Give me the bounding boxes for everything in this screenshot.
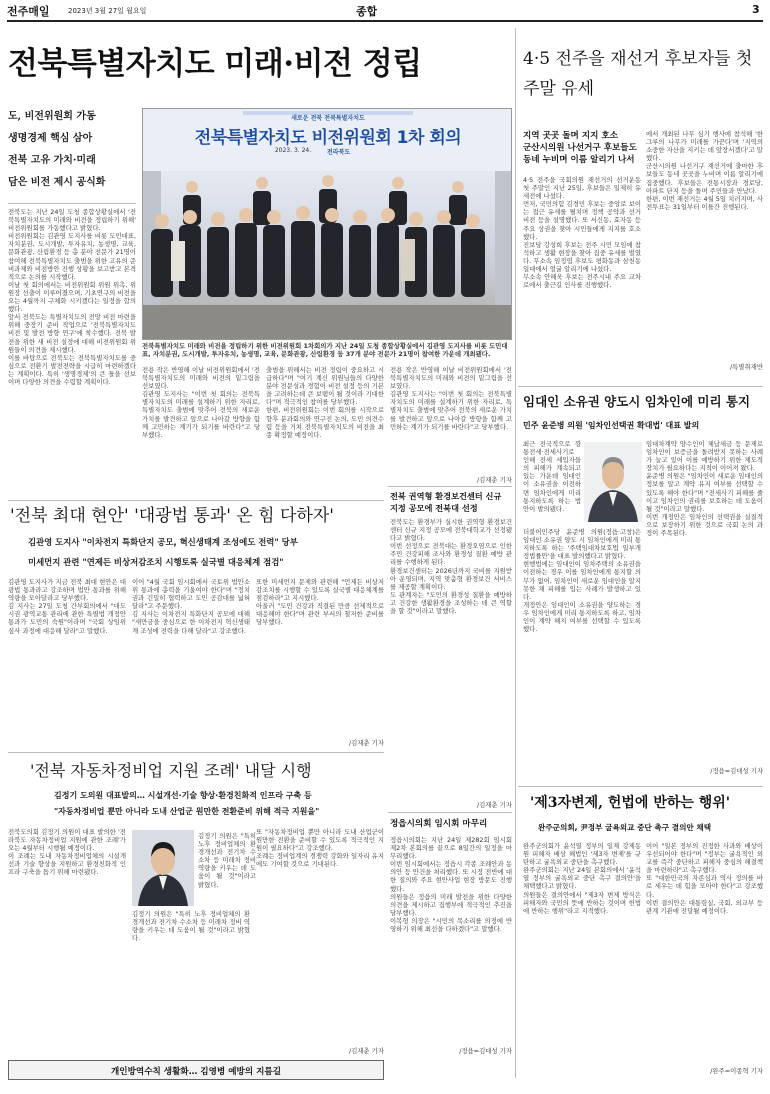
page-number: 3 [752, 3, 760, 16]
banner-date: 2023. 3. 24. [274, 147, 312, 154]
banner-org: 전라북도 [327, 149, 351, 156]
banner-top: 새로운 전북 전북특별자치도 [291, 115, 365, 122]
photo-caption: 전북특별자치도 미래와 비전을 정립하기 위한 비전위원회 1차회의가 지난 24일 도청 종합상황실에서 김관영 도지사를 비롯 도민대표, 자치분권, 도시개발, 투자유치, 농생명, 교육, 문화관광, 산림환경 등 37개 분야 전문가 21명이 참여한 가운데 개최됐다. [142, 342, 508, 359]
person [461, 229, 485, 297]
dress [401, 239, 415, 281]
byline: /김재춘 기자 [348, 739, 384, 747]
a4-body-col2: 김정기 의원은 "특히 노후 정비업체의 환경개선과 전기차 수소차 등 미래차 정비 역량을 키우는 데 도움이 될 것"이라고 밝혔다. [198, 832, 256, 889]
a2-subhead [523, 130, 641, 166]
face [186, 181, 198, 193]
a1-body-col3: 출범을 위해서는 비전 정립이 중요하고 시급하다"며 "여기 계신 위원님들의 다양한 분야 전문성과 경험이 비전 설정 등의 기본을 고려하는데 큰 보탬이 될 것이라 기대한다"며 적극적인 참여를 당부했다. 한편, 비전위원회는 이번 회의를 시작으로 향후 분과회의와 연구진 논의, 도민 의견수렴 등을 거쳐 전북특별자치도의 비전을 최종 확정할 예정이다. [266, 366, 384, 439]
person [207, 227, 229, 297]
a5-title: 전북 권역형 환경보건센터 신규 지정 공모에 전북대 선정 [390, 491, 502, 513]
a8-body-col1: 완주군의회가 윤석열 정부의 일제 강제동원 피해자 배상 해법인 '제3자 변제'를 규탄하고 굴욕외교 중단을 촉구했다. 완주군의회는 지난 24일 본회의에서 '윤석열 정부의 굴욕외교 중단 촉구 결의안'을 채택했다고 밝혔다. 의원들은 결의안에서 "제3자 변제 방식은 피해자와 국민의 뜻에 반하는 것이며 헌법에 반하는 행위"라고 지적했다. [523, 842, 641, 915]
byline: /정읍=김대성 기자 [710, 767, 763, 775]
a6-title: 정읍시의회 임시회 마무리 [390, 819, 488, 829]
person [321, 223, 343, 297]
a7-lead: 최근 전국적으로 깡통전세·전세사기로 인해 전세 세입자들의 피해가 계속되고 있는 가운데 임대인이 소유권을 이전하면 임차인에게 미리 통지하도록 하는 법안이 발의됐다. [523, 440, 581, 513]
a4-title: '전북 자동차정비업 지원 조례' 내달 시행 [30, 761, 312, 780]
divider [388, 812, 512, 813]
a8-title: '제3자변제, 헌법에 반하는 행위' [530, 795, 731, 811]
a1-body-col4: 전용 작은 반영해 이날 비전위원회에서 '전북특별자치도의 미래와 비전의 밑그림을 선보였다. 김관영 도지사는 "이번 첫 회의는 전북특별자치도의 미래를 설계하기 위한 자리로, 특별자치도 출범에 맞추어 전북의 새로운 가치를 발견하고 앞으로 나아갈 방향을 함께 고민하는 계기가 되기를 바란다"고 당부했다. [390, 366, 512, 431]
person [449, 195, 467, 225]
face [211, 212, 225, 226]
a2-subhead-line: 군산시의원 나선거구 후보들도 [523, 143, 637, 153]
a7-sub1: 민주 윤준병 의원 '임차인선택권 확대법' 대표 발의 [523, 421, 700, 430]
person [151, 229, 173, 297]
page-header [0, 0, 770, 22]
a1-subhead-line: 전북 고유 가치·미래 [8, 155, 96, 166]
face [322, 175, 334, 187]
a7-body-col2: 임대차계약 양수인이 체납세금 등 문제로 임차인이 보증금을 돌려받지 못하는 사례가 늘고 있어 이를 예방하기 위한 제도적 장치가 필요하다는 지적이 이어져 왔다. 윤준병 의원은 "임차인이 새로운 임대인의 정보를 알고 계약 유지 여부를 선택할 수 있도록 해야 한다"며 "전세사기 피해를 줄이고 임차인의 권리를 보호하는 데 도움이 될 것"이라고 말했다. 이번 개정안은 임차인의 선택권을 실질적으로 보장하기 위한 것으로 국회 논의 과정이 주목된다. [646, 440, 763, 538]
a4-body-col2b: 김정기 의원은 "특히 노후 정비업체의 환경개선과 전기차 수소차 등 미래차 정비 역량을 키우는 데 도움이 될 것"이라고 밝혔다. [132, 910, 250, 943]
a8-body-col2: 이어 "일본 정부의 진정한 사과와 배상이 우선되어야 한다"며 "정부는 굴욕적인 외교를 즉각 중단하고 피해자 중심의 해결책을 마련하라"고 촉구했다. 또 "대한민국의 자존심과 역사 정의를 바로 세우는 데 힘을 모아야 한다"고 강조했다. 이번 결의안은 대통령실, 국회, 외교부 등 관계 기관에 전달될 예정이다. [646, 842, 763, 915]
person [377, 223, 399, 297]
a7-title: 임대인 소유권 양도시 임차인에 미리 통지 [523, 394, 751, 409]
footer-banner-text: 개인방역수칙 생활화… 김영병 예방의 지름길 [111, 1067, 281, 1077]
a3-body-col3: 또한 미세먼지 문제와 관련해 "언제든 비상저감조치를 시행할 수 있도록 실국별 대응체계를 점검하라"고 지시했다. 아울러 "도민 건강과 직결된 만큼 선제적으로 대응해야 한다"며 관련 부서의 철저한 준비를 당부했다. [256, 578, 384, 627]
face [409, 212, 423, 226]
issue-date: 2023년 3월 27일 월요일 [68, 7, 147, 15]
a1-subhead [8, 106, 140, 194]
a4-sub2: "자동차정비업 뿐만 아니라 도내 산업군 원만한 전환준비 위해 적극 지원을" [54, 807, 320, 816]
a8-sub1: 완주군의회, 尹정부 굴욕외교 중단 촉구 결의안 채택 [538, 823, 712, 832]
section-name: 종합 [356, 5, 378, 18]
person [291, 221, 315, 297]
person [433, 225, 455, 297]
divider [8, 752, 384, 753]
byline: /김재춘 기자 [476, 801, 512, 809]
face [392, 177, 404, 189]
a7-body: 더불어민주당 윤준병 의원(정읍·고창)은 임대인 소유권 양도 시 임차인에게 미리 통지하도록 하는 '주택임대차보호법 일부개정법률안'을 대표 발의했다고 밝혔다. 현행법에는 임대인이 임차주택의 소유권을 이전하는 경우 이를 임차인에게 통지할 의무가 없어, 임차인이 새로운 임대인을 알지 못한 채 피해를 입는 사례가 발생하고 있다. 개정안은 임대인이 소유권을 양도하는 경우 임차인에게 미리 통지하도록 하고, 임차인이 계약 해지 여부를 선택할 수 있도록 했다. [523, 528, 641, 634]
face [296, 206, 310, 220]
a5-body: 전북도는 환경부가 실시한 권역형 환경보건센터 신규 지정 공모에 전북대학교가 선정됐다고 밝혔다. 이번 선정으로 전북대는 환경오염으로 인한 주민 건강피해 조사와 환경성 질환 예방 관리를 수행하게 된다. 환경보건센터는 2026년까지 국비를 지원받아 운영되며, 지역 맞춤형 환경보건 서비스를 제공할 계획이다. 도 관계자는 "도민의 환경성 질환을 예방하고 건강한 생활환경을 조성하는 데 큰 역할을 할 것"이라고 말했다. [390, 518, 512, 616]
person [349, 225, 371, 297]
divider [388, 486, 512, 487]
face [452, 181, 464, 193]
paper-name: 전주매일 [7, 5, 50, 18]
header-rule [7, 20, 763, 22]
a2-body-col2: 에서 개최된 나무 심기 행사에 참석해 '한 그루의 나무가 미래를 가꾼다'며 '지역의 소중한 자산을 지키는 데 앞장서겠다'고 말했다. 군산시의원 나선거구 재선거에 출마한 후보들도 동네 곳곳을 누비며 이름 알리기에 집중했다. 후보들은 전통시장과 경로당, 아파트 단지 등을 돌며 주민들과 만났다. 한편, 이번 재선거는 4월 5일 치러지며, 사전투표는 31일부터 이틀간 진행된다. [646, 130, 763, 211]
face [155, 214, 169, 228]
byline: /특별취재반 [729, 363, 763, 371]
face [267, 210, 281, 224]
face [437, 210, 451, 224]
a1-body-col2: 전용 작은 반영해 이날 비전위원회에서 '전북특별자치도의 미래와 비전의 밑그림을 선보였다. 김관영 도지사는 "이번 첫 회의는 전북특별자치도의 미래를 설계하기 위한 자리로, 특별자치도 출범에 맞추어 전북의 새로운 가치를 발견하고 앞으로 나아갈 방향을 함께 고민하는 계기가 되기를 바란다"고 당부했다. [142, 366, 260, 439]
face [239, 208, 253, 222]
a1-subhead-line: 도, 비전위원회 가동 [8, 111, 96, 122]
divider [8, 203, 136, 204]
dress [171, 241, 185, 281]
a3-body-col1: 김관영 도지사가 지금 전북 최대 현안은 대광법 통과라고 강조하며 법안 통과를 위해 역량을 모아달라고 당부했다. 김 지사는 27일 도청 간부회의에서 "대도시권 광역교통 관리에 관한 특별법 개정안 통과가 도민의 숙원"이라며 "국회 상임위 심사 과정에 대응해 달라"고 말했다. [8, 578, 126, 635]
byline: /완주=이종혁 기자 [710, 1067, 763, 1075]
floor [143, 305, 512, 340]
footer-banner [8, 1060, 384, 1080]
face [466, 214, 480, 228]
person [235, 223, 257, 297]
a3-body-col2: 이어 "4월 국회 임시회에서 국토위 법안소위 통과에 총력을 기울여야 한다"며 "정치권과 긴밀히 협력하고 도민 공감대를 넓혀 달라"고 주문했다. 김 지사는 이차전지 특화단지 공모에 대해 "새만금을 중심으로 한 이차전지 혁신생태계 조성에 전력을 다해 달라"고 강조했다. [132, 578, 250, 635]
a3-sub1: 김관영 도지사 "이차전지 특화단지 공모, 혁신생태계 조성에도 전력" 당부 [28, 537, 298, 547]
a1-photo [142, 108, 512, 340]
byline: /김재춘 기자 [476, 476, 512, 484]
a4-body-col1: 전북도의회 김정기 의원이 대표 발의한 '전라북도 자동차정비업 지원에 관한 조례'가 오는 4월부터 시행될 예정이다. 이 조례는 도내 자동차정비업체의 시설개선과 기술 향상을 지원하고 환경친화적 인프라 구축을 돕기 위해 마련됐다. [8, 828, 126, 877]
photo-banner-title: 전북특별자치도 비전위원회 1차 회의 [194, 128, 462, 148]
face [256, 177, 268, 189]
divider [518, 386, 763, 387]
person [263, 225, 285, 297]
a4-sub1: 김정기 도의원 대표발의… 시설개선·기술 향상·환경친화적 인프라 구축 등 [54, 791, 312, 800]
headline-main: 전북특별자치도 미래·비전 정립 [8, 46, 422, 82]
a3-title: '전북 최대 현안' '대광법 통과' 온 힘 다하자' [10, 506, 334, 526]
a3-sub2: 미세먼지 관련 "연제든 비상저감조치 시행토록 실국별 대응체계 점검" [28, 557, 284, 567]
a4-portrait [132, 830, 194, 906]
divider [8, 500, 384, 501]
a2-subhead-line: 동네 누비며 이름 알리기 나서 [523, 155, 635, 165]
a2-body-col1: 4·5 전주을 국회의원 재선거의 선거운동 첫 주말인 지난 25일, 후보들은 일제히 유세전에 나섰다. 먼저, 국민의힘 김경민 후보는 중앙로 보이는 접근 유세를 펼치며 정책 공약과 선거 비전 등을 설명했다. 또 서신동, 효자동 등 주요 상권을 찾아 시민들에게 지지를 호소했다. 진보당 강성희 후보는 전주 시민 모임에 참석하고 생활 현장을 찾아 집중 유세를 벌였다. 무소속 임정엽 후보도 평화동과 삼천동 일대에서 얼굴 알리기에 나섰다. 무소속 안해욱 후보는 전주시내 주요 교차로에서 출근길 인사를 진행했다. [523, 176, 641, 290]
a1-subhead-line: 생명경제 핵심 삼아 [8, 133, 93, 144]
face [381, 208, 395, 222]
a4-body-col3: 또 "자동차정비업 뿐만 아니라 도내 산업군이 원만한 전환을 준비할 수 있도록 적극적인 지원이 필요하다"고 강조했다. 조례는 정비업계의 경쟁력 강화와 일자리 유지에도 기여할 것으로 기대된다. [256, 828, 384, 869]
a7-portrait [584, 442, 642, 522]
face [183, 210, 197, 224]
a1-body-col1: 전북도는 지난 24일 도청 종합상황실에서 '전북특별자치도의 미래와 비전을 정립하기 위해' 비전위원회를 가동했다고 밝혔다. 비전위원회는 김관영 도지사를 비롯 도민대표, 자치분권, 도시개발, 투자유치, 농생명, 교육, 문화관광, 산림환경 등 총 분야 전문가 21명이 참여해 전북특별자치도 출범을 위한 고유의 준비과제와 비전방안 진행 상황을 보고받고 본격적으로 논의를 시작했다. 이날 첫 회의에서는 비전위원회 위원 위촉, 위원장 선출이 이루어졌으며, 기초연구의 비전을 오는 4월까지 구체화 시키겠다는 일정을 합의했다. 앞서 전북도는 특별자치도의 전망 비전 마련을 위해 중장기 준비 작업으로 '전북특별자치도 비전 및 발전 방향 연구'에 착수했다. 전북 발전을 위한 새 비전 설정에 대해 비전위원회 위원들이 의견을 제시했다. 이를 바탕으로 전북도는 전북특별자치도를 중심으로 전환기 발전전략을 시급히 마련하겠다는 계획이다. 특히 '생명경제'의 큰 틀을 선보이며 다양한 의견을 수렴할 계획이다. [8, 208, 136, 386]
byline: /정읍=김대성 기자 [459, 1047, 512, 1055]
a2-subhead-line: 지역 곳곳 돌며 지지 호소 [523, 131, 618, 141]
a6-body: 정읍시의회는 지난 24일 제282회 임시회 제2차 본회의를 끝으로 8일간의 일정을 마무리했다. 이번 임시회에서는 정읍시 각종 조례안과 동의안 등 안건을 처리했다. 또 시정 전반에 대한 질의와 주요 현안사업 현장 방문도 진행했다. 의원들은 정읍의 미래 발전을 위한 다양한 의견을 제시하고 집행부에 적극적인 추진을 당부했다. 이복형 의장은 "시민의 목소리를 의정에 반영하기 위해 최선을 다하겠다"고 말했다. [390, 836, 512, 934]
face [353, 210, 367, 224]
divider [518, 786, 763, 787]
face [325, 208, 339, 222]
a1-subhead-line: 담은 비전 제시 공식화 [8, 177, 106, 188]
a2-title: 4·5 전주을 재선거 후보자들 첫 주말 유세 [523, 49, 753, 99]
byline: /김재춘 기자 [348, 1047, 384, 1055]
column-divider [515, 28, 516, 1078]
